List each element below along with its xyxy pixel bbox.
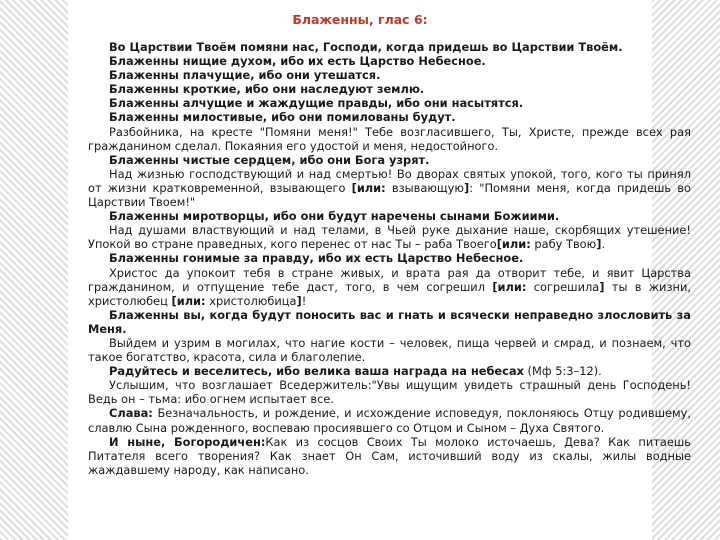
text-segment: ! [301, 293, 307, 308]
text-segment: Разбойника, на кресте "Помяни меня!" Тебе возгласившего, Ты, Христе, прежде всех рая гражданином сделал. Покаяния его удостой и меня, недостойного. [88, 124, 691, 153]
text-segment: Над жизнью господствующий и над смертью! Во дворах святых упокой, того, кого ты принял от жизни кратковременной, взывающего [88, 166, 691, 195]
text-segment: Христос да упокоит тебя в стране живых, и врата рая да отворит тебе, и явит Царства гражданином, и отпущение тебе даст, того, в чем согрешил [88, 265, 691, 294]
bold-text: Блаженны нищие духом, ибо их есть Царство Небесное. [109, 54, 486, 69]
bold-text: Во Царствии Твоём помяни нас, Господи, когда придешь во Царствии Твоём. [109, 40, 623, 54]
paragraph [88, 82, 691, 96]
bold-text: Блаженны милостивые, ибо они помилованы будут. [109, 110, 456, 125]
bold-text: И ныне, Богородичен: [109, 434, 266, 449]
text-segment: христолюбица [205, 293, 297, 308]
text-segment: согрешила [526, 279, 600, 294]
paragraph [88, 251, 691, 265]
left-hatched-border [0, 0, 68, 540]
paragraph [88, 125, 691, 153]
bold-text: ] [463, 180, 470, 195]
bold-text: ] [596, 237, 602, 252]
bold-text: [или: [351, 180, 386, 195]
document-body [88, 40, 691, 477]
bold-text: Блаженны плачущие, ибо они утешатся. [109, 68, 381, 83]
paragraph [88, 266, 691, 308]
paragraph [88, 406, 691, 434]
bold-text: Слава: [109, 406, 153, 421]
bold-text: Блаженны миротворцы, ибо они будут наречены сынами Божиими. [109, 209, 560, 224]
text-segment: Над душами властвующий и над телами, в Чьей руке дыхание наше, скорбящих утешение! Упокой во стране праведных, кого перенес от нас Ты – раба Твоего [88, 223, 691, 252]
paragraph [88, 223, 691, 251]
paragraph [88, 68, 691, 82]
bold-text: Радуйтесь и веселитесь, ибо велика ваша награда на небесах [109, 364, 524, 379]
paragraph [88, 378, 691, 406]
text-segment: Услышим, что возглашает Вседержитель:"Увы ищущим увидеть страшный день Господень! Ведь он – тьма: ибо огнем испытает все. [88, 378, 691, 407]
text-segment: : "Помяни меня, когда придешь во Царствии Твоем!" [88, 180, 691, 210]
text-segment: (Мф 5:3–12). [523, 364, 602, 379]
paragraph [88, 167, 691, 209]
text-segment: рабу Твою [530, 237, 597, 252]
paragraph [88, 96, 691, 110]
text-segment: ты в жизни, христолюбец [88, 279, 691, 308]
paragraph [88, 110, 691, 124]
paragraph [88, 336, 691, 364]
text-segment: Безначальность, и рождение, и исхождение исповедуя, поклоняюсь Отцу родившему, славлю Сына рожденного, воспеваю просиявшего со Отцом и Сыном – Духа Святого. [88, 406, 691, 435]
paragraph [88, 364, 691, 378]
paragraph [88, 435, 691, 477]
bold-text: [или: [492, 279, 527, 294]
paragraph [88, 40, 691, 54]
paragraph [88, 209, 691, 223]
bold-text: ] [296, 293, 302, 308]
text-segment: . [601, 237, 606, 252]
bold-text: Блаженны вы, когда будут поносить вас и гнать и всячески неправедно злословить за Меня. [88, 307, 691, 336]
bold-text: Блаженны гонимые за правду, ибо их есть Царство Небесное. [109, 251, 524, 266]
text-segment: Как из сосцов Своих Ты молоко источаешь, Дева? Как питаешь Питателя всего творения? Как знает Он Сам, источивший воду из скалы, жилы водные жаждавшему народу, как написано. [88, 434, 691, 477]
paragraph [88, 153, 691, 167]
bold-text: ] [599, 279, 605, 294]
text-segment: взывающую [385, 180, 464, 195]
bold-text: Блаженны алчущие и жаждущие правды, ибо они насытятся. [109, 96, 524, 111]
bold-text: Блаженны чистые сердцем, ибо они Бога узрят. [109, 152, 430, 167]
paragraph [88, 54, 691, 68]
bold-text: [или: [171, 293, 206, 308]
bold-text: Блаженны кроткие, ибо они наследуют землю. [109, 82, 425, 97]
page-title: Блаженны, глас 6: [292, 12, 428, 27]
paragraph [88, 308, 691, 336]
bold-text: [или: [496, 237, 531, 252]
text-segment: Выйдем и узрим в могилах, что нагие кости – человек, пища червей и смрад, и познаем, что такое богатство, красота, сила и благолепие. [88, 335, 691, 365]
